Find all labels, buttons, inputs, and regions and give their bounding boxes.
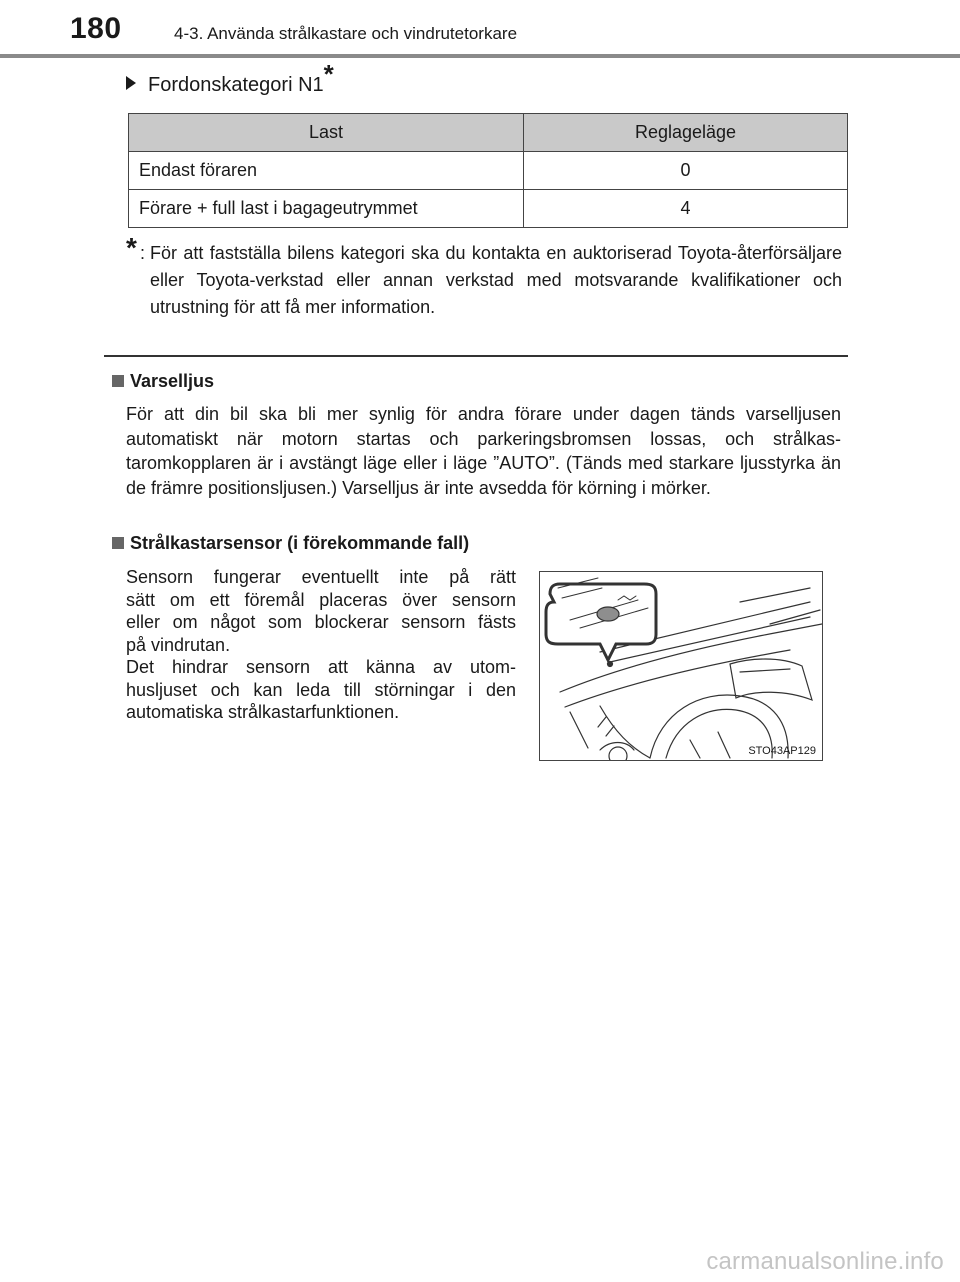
section-title-text: Fordonskategori N1 (148, 74, 324, 96)
sensor-line: Det hindrar sensorn att känna av utom- (126, 657, 516, 677)
sensor-heading (112, 533, 469, 554)
chapter-title: 4-3. Använda strålkastare och vindrutetorkare (174, 24, 518, 43)
illustration-code: STO43AP129 (748, 745, 816, 757)
table-cell: 0 (524, 152, 848, 190)
page-header (0, 0, 960, 60)
section-title (126, 59, 334, 98)
varselljus-heading-text: Varselljus (130, 371, 215, 391)
triangle-bullet-icon (126, 76, 136, 90)
varselljus-body: För att din bil ska bli mer synlig för andra förare under dagen tänds varselljusen automatiskt när motorn startas och parkeringsbromsen lossas, och strålkas-taromkopplaren är i avstängt läge eller i läge ”AUTO”. (Tänds med starkare ljusstyrka än de främre positionsljusen.) Varselljus är inte avsedda för körning i mörker. (126, 404, 841, 498)
sensor-line: på vindrutan. (126, 634, 231, 655)
footnote-asterisk: * (126, 232, 137, 263)
sensor-line: sätt om ett föremål placeras över sensorn (126, 589, 516, 610)
sensor-heading-text: Strålkastarsensor (i förekommande fall) (130, 533, 470, 553)
sensor-illustration (539, 571, 823, 761)
table-header-row (129, 114, 848, 152)
footnote (126, 232, 842, 321)
section-divider (104, 355, 848, 357)
sensor-line: eller om något som blockerar sensorn fästs (126, 612, 516, 632)
asterisk-mark: * (323, 59, 334, 89)
table-cell: 4 (524, 190, 848, 228)
varselljus-heading (112, 371, 214, 392)
square-bullet-icon (112, 375, 124, 387)
table-header-cell: Reglageläge (524, 114, 848, 152)
sensor-line: automatiska strålkastarfunktionen. (126, 702, 400, 722)
square-bullet-icon (112, 537, 124, 549)
sensor-line: husljuset och kan leda till störningar i den (126, 679, 516, 700)
header-rule (0, 54, 960, 58)
footnote-colon: : (140, 243, 146, 263)
table-row (129, 190, 848, 228)
sensor-line: Sensorn fungerar eventuellt inte på rätt (126, 567, 516, 587)
table-header-cell: Last (129, 114, 524, 152)
table-cell: Endast föraren (129, 152, 524, 190)
sensor-body (126, 566, 516, 724)
dashboard-sensor-illustration (540, 572, 822, 760)
page-number: 180 (70, 12, 122, 45)
table-row (129, 152, 848, 190)
footnote-text: För att fastställa bilens kategori ska du kontakta en auktoriserad Toyota-återförsäljare eller Toyota-verkstad eller annan verkstad med motsvarande kvalifikationer och utrustning för att få mer information. (150, 243, 842, 317)
table-cell: Förare + full last i bagageutrymmet (129, 190, 524, 228)
watermark: carmanualsonline.info (706, 1248, 944, 1275)
category-table (128, 113, 848, 228)
